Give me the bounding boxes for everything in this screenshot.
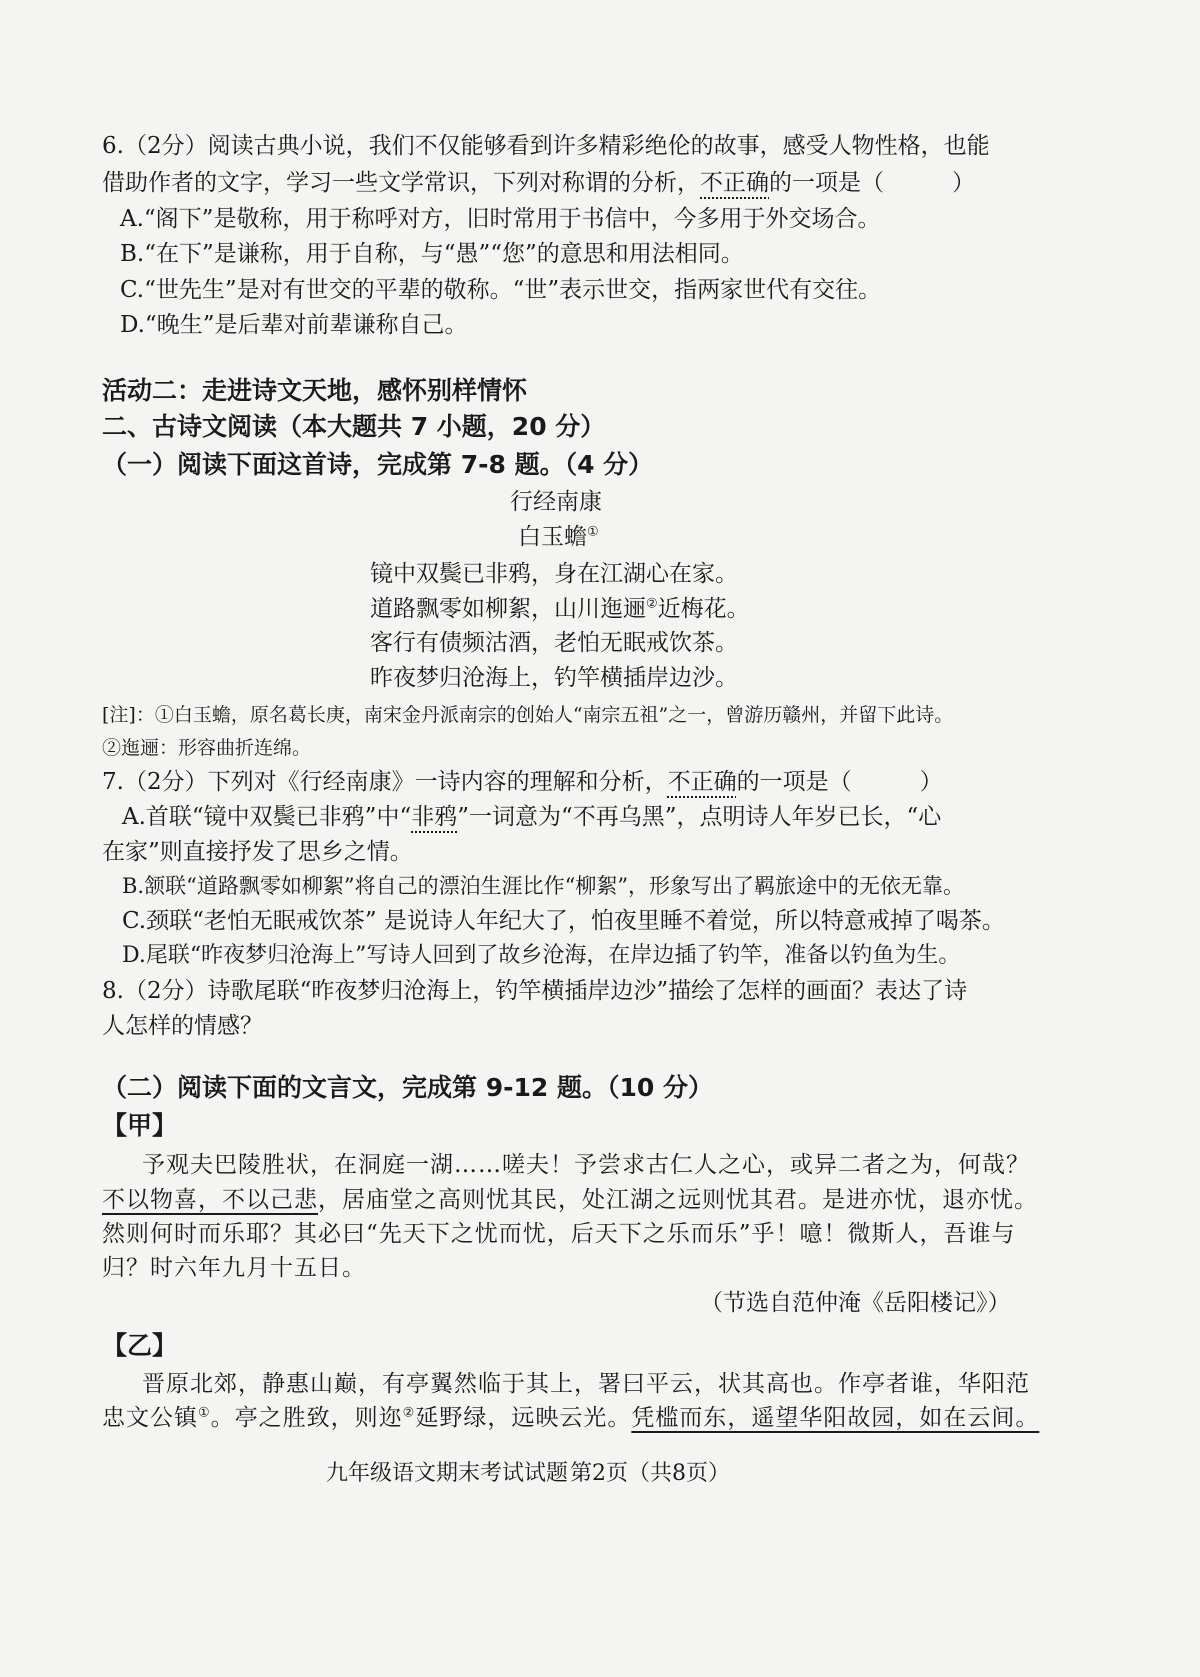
poem-line-3: 客行有债频沽酒，老怕无眠戒饮茶。 — [370, 630, 738, 656]
q7-option-a-line1: A.首联“镜中双鬓已非鸦”中“非鸦”一词意为“不再乌黑”，点明诗人年岁已长，“心 — [122, 804, 942, 830]
part1-heading: （一）阅读下面这首诗，完成第 7-8 题。（4 分） — [102, 450, 654, 479]
q7-stem: 7.（2分）下列对《行经南康》一诗内容的理解和分析，不正确的一项是（ ） — [102, 769, 943, 795]
q7-option-c: C.颈联“老怕无眠戒饮茶” 是说诗人年纪大了，怕夜里睡不着觉，所以特意戒掉了喝茶。 — [122, 908, 1005, 934]
jia-line-4: 归？时六年九月十五日。 — [102, 1255, 366, 1281]
yi-label: 【乙】 — [102, 1331, 178, 1360]
q7-option-a-line2: 在家”则直接抒发了思乡之情。 — [102, 839, 413, 865]
section-heading: 二、古诗文阅读（本大题共 7 小题，20 分） — [102, 412, 606, 441]
poem-line-1: 镜中双鬓已非鸦，身在江湖心在家。 — [370, 561, 738, 587]
footnote-marker: ② — [402, 1405, 416, 1421]
q6-option-a: A.“阁下”是敬称，用于称呼对方，旧时常用于书信中，今多用于外交场合。 — [120, 206, 881, 232]
underlined-phrase: 凭槛而东，遥望华阳故园，如在云间。 — [631, 1405, 1040, 1431]
activity-heading: 活动二：走进诗文天地，感怀别样情怀 — [102, 376, 528, 405]
emphasis-not-correct: 不正确 — [667, 769, 737, 795]
footnote-marker: ① — [587, 524, 599, 540]
q6-stem-line2: 借助作者的文字，学习一些文学常识，下列对称谓的分析，不正确的一项是（ ） — [102, 170, 975, 196]
emphasis-not-correct: 不正确 — [700, 170, 769, 196]
q6-option-b: B.“在下”是谦称，用于自称，与“愚”“您”的意思和用法相同。 — [120, 241, 744, 267]
poem-line-2: 道路飘零如柳絮，山川迤逦②近梅花。 — [370, 596, 750, 622]
jia-line-1: 予观夫巴陵胜状，在洞庭一湖……嗟夫！予尝求古仁人之心，或异二者之为，何哉？ — [142, 1152, 1030, 1178]
jia-line-3: 然则何时而乐耶？其必曰“先天下之忧而忧，后天下之乐而乐”乎！噫！微斯人，吾谁与 — [102, 1221, 1016, 1247]
underlined-phrase: 不以物喜，不以己悲 — [102, 1187, 318, 1213]
q8-stem-line2: 人怎样的情感？ — [102, 1013, 263, 1039]
poem-note-1: [注]：①白玉蟾，原名葛长庚，南宋金丹派南宗的创始人“南宗五祖”之一，曾游历赣州，并留下此诗。 — [102, 704, 954, 726]
footnote-marker: ② — [646, 596, 658, 612]
footnote-marker: ① — [198, 1405, 211, 1421]
yi-line-2: 忠文公镇①。亭之胜致，则迩②延野绿，远映云光。凭槛而东，遥望华阳故园，如在云间。 — [102, 1405, 1040, 1431]
q6-stem-line1: 6.（2分）阅读古典小说，我们不仅能够看到许多精彩绝伦的故事，感受人物性格，也能 — [102, 133, 990, 159]
emphasis-fei-ya: 非鸦 — [411, 804, 458, 830]
poem-title: 行经南康 — [510, 489, 602, 515]
footer-exam-title: 九年级语文期末考试试题 — [326, 1461, 569, 1486]
poem-note-2: ②迤逦：形容曲折连绵。 — [102, 737, 312, 759]
q7-option-b: B.颔联“道路飘零如柳絮”将自己的漂泊生涯比作“柳絮”，形象写出了羁旅途中的无依无靠。 — [122, 874, 965, 898]
q7-option-d: D.尾联“昨夜梦归沧海上”写诗人回到了故乡沧海，在岸边插了钓竿，准备以钓鱼为生。 — [122, 943, 961, 968]
q6-option-d: D.“晚生”是后辈对前辈谦称自己。 — [120, 312, 468, 338]
footer-page-number: 第2页（共8页） — [570, 1461, 730, 1486]
yi-line-1: 晋原北郊，静惠山巅，有亭翼然临于其上，署曰平云，状其高也。作亭者谁，华阳范 — [142, 1371, 1030, 1397]
jia-label: 【甲】 — [102, 1111, 178, 1140]
q6-option-c: C.“世先生”是对有世交的平辈的敬称。“世”表示世交，指两家世代有交往。 — [120, 277, 882, 303]
q8-stem-line1: 8.（2分）诗歌尾联“昨夜梦归沧海上，钓竿横插岸边沙”描绘了怎样的画面？表达了诗 — [102, 978, 968, 1004]
poem-line-4: 昨夜梦归沧海上，钓竿横插岸边沙。 — [370, 665, 738, 691]
jia-source: （节选自范仲淹《岳阳楼记》） — [700, 1290, 1011, 1316]
jia-line-2: 不以物喜，不以己悲，居庙堂之高则忧其民，处江湖之远则忧其君。是进亦忧，退亦忧。 — [102, 1187, 1038, 1213]
poem-author: 白玉蟾① — [518, 524, 599, 550]
part2-heading: （二）阅读下面的文言文，完成第 9-12 题。（10 分） — [102, 1073, 713, 1102]
